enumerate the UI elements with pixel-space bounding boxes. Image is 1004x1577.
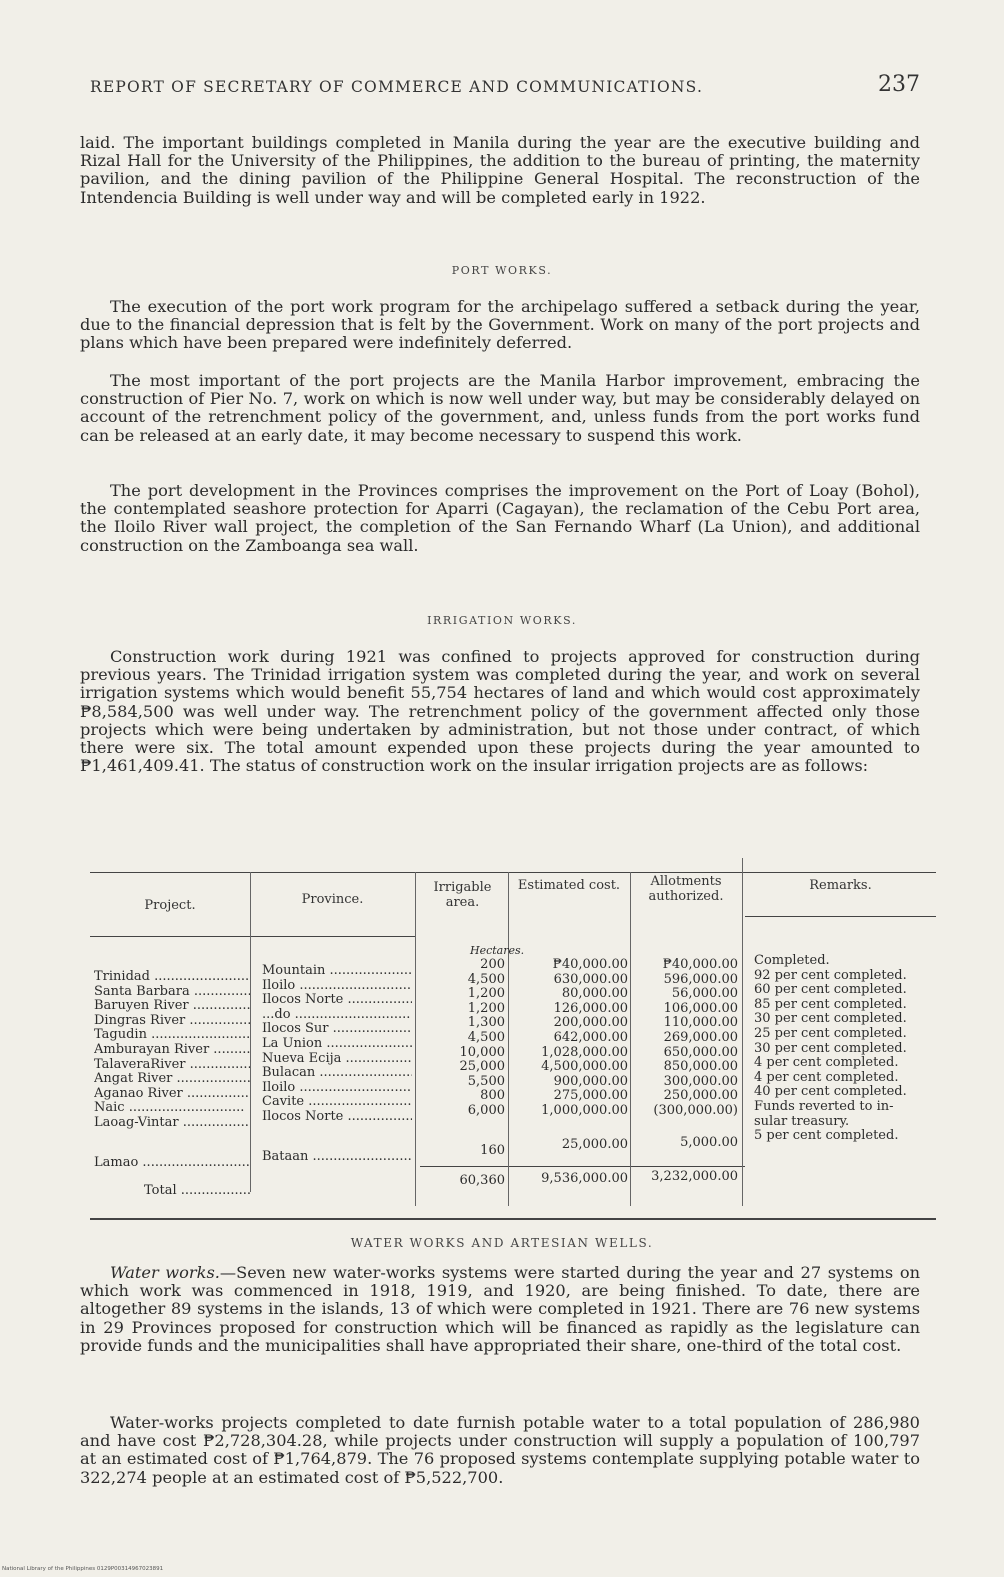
table-cell: Ilocos Norte ..... <box>262 1110 412 1125</box>
th-project: Project. <box>144 898 196 913</box>
table-cell: ₱40,000.00 <box>552 958 628 972</box>
lamao-province <box>262 1150 412 1165</box>
table-cell: Amburayan River ..... <box>94 1043 250 1058</box>
table-cell: Mountain ..... <box>262 964 412 979</box>
table-cell: Baruyen River ..... <box>94 999 250 1014</box>
table-cell: Naic ..... <box>94 1101 250 1116</box>
table-cell: (300,000.00) <box>653 1103 738 1118</box>
project-column <box>94 970 250 1131</box>
table-cell: 25,000 <box>459 1060 505 1075</box>
table-cell: 10,000 <box>459 1045 505 1060</box>
paragraph-buildings: laid. The important buildings completed in Manila during the year are the executive building and Rizal Hall for the University of the Philippines, the addition to the bureau of printing, the maternity pavilion, and the dining pavilion of the Philippine General Hospital. The reconstruction of the Intendencia Building is well under way and will be completed early in 1922. <box>80 133 920 207</box>
irrigation-table <box>90 858 936 1226</box>
table-cell: 1,000,000.00 <box>541 1103 628 1118</box>
total-rule <box>420 1166 745 1167</box>
col-divider-1 <box>250 872 251 1192</box>
province-column <box>262 964 412 1125</box>
table-cell: 92 per cent completed. <box>754 968 907 983</box>
header-rule-left <box>90 936 415 937</box>
heading-irrigation-works: IRRIGATION WORKS. <box>427 614 577 627</box>
table-cell: 126,000.00 <box>553 1001 628 1016</box>
table-cell: 80,000.00 <box>561 987 628 1002</box>
table-cell: 4,500 <box>467 972 505 987</box>
lamao-allot: 5,000.00 <box>680 1135 738 1150</box>
paragraph-port-provinces: The port development in the Provinces comprises the improvement on the Port of Loay (Bohol), the contemplated seashore protection for Aparri (Cagayan), the reclamation of the Cebu Port area, the Iloilo River wall project, the completion of the San Fernando Wharf (La Union), and additional construction on the Zamboanga sea wall. <box>80 481 920 555</box>
table-cell: 1,200 <box>467 987 505 1002</box>
table-cell: Dingras River ..... <box>94 1014 250 1029</box>
running-header <box>90 72 920 97</box>
table-cell: 60 per cent completed. <box>754 983 907 998</box>
th-remarks: Remarks. <box>809 878 872 893</box>
col-divider-3 <box>508 872 509 1206</box>
table-cell: 596,000.00 <box>663 972 738 987</box>
table-cell: 250,000.00 <box>663 1089 738 1104</box>
lamao-project <box>94 1156 250 1171</box>
table-cell: sular treasury. <box>754 1114 850 1129</box>
table-cell: Bulacan ..... <box>262 1066 412 1081</box>
table-top-rule <box>90 872 936 873</box>
table-cell: 30 per cent completed. <box>754 1012 907 1027</box>
table-cell: 200,000.00 <box>553 1016 628 1031</box>
cost-column <box>510 958 628 1119</box>
paragraph-port-setback: The execution of the port work program for the archipelago suffered a setback during the year, due to the financial depression that is felt by the Government. Work on many of the port projects and plans which have been prepared were indefinitely deferred. <box>80 297 920 353</box>
table-cell: 4,500 <box>467 1030 505 1045</box>
remarks-column <box>754 954 936 1144</box>
th-cost: Estimated cost. <box>517 878 621 893</box>
table-cell: 269,000.00 <box>663 1030 738 1045</box>
th-province: Province. <box>301 892 364 907</box>
table-cell: 275,000.00 <box>553 1089 628 1104</box>
table-cell: TalaveraRiver ..... <box>94 1058 250 1073</box>
total-allot: 3,232,000.00 <box>651 1169 738 1184</box>
table-cell: 200 <box>480 958 505 972</box>
paragraph-port-manila: The most important of the port projects are the Manila Harbor improvement, embracing the construction of Pier No. 7, work on which is now well under way, but may be considerably delayed on account of the retrenchment policy of the government, and, unless funds from the port works fund can be released at an early date, it may become necessary to suspend this work. <box>80 371 920 445</box>
table-cell: 40 per cent completed. <box>754 1085 907 1100</box>
water-works-body: —Seven new water-works systems were started during the year and 27 systems on which work was commenced in 1918, 1919, and 1920, are being finished. To date, there are altogether 89 systems in the islands, 13 of which were completed in 1921. There are 76 new systems in 29 Provinces proposed for construction which will be financed as rapidly as the legislature can provide funds and the municipalities shall have appropriated their share, one-third of the total cost. <box>80 1263 920 1355</box>
col-divider-2 <box>415 872 416 1206</box>
allotment-column <box>630 958 738 1119</box>
table-cell: 5,500 <box>467 1074 505 1089</box>
table-bottom-rule <box>90 1218 936 1220</box>
header-rule-right <box>745 916 936 917</box>
lamao-province-name: Bataan ..... <box>262 1150 412 1165</box>
table-cell: 4,500,000.00 <box>541 1060 628 1075</box>
table-cell: 85 per cent completed. <box>754 997 907 1012</box>
table-cell: Trinidad ..... <box>94 970 250 985</box>
area-column <box>420 958 505 1119</box>
table-cell: 1,200 <box>467 1001 505 1016</box>
paragraph-water-works <box>80 1264 920 1355</box>
lamao-area: 160 <box>480 1143 505 1158</box>
table-cell: 630,000.00 <box>553 972 628 987</box>
table-cell: 5 per cent completed. <box>754 1129 899 1144</box>
water-works-lead: Water works. <box>110 1263 220 1282</box>
table-cell: ₱40,000.00 <box>662 958 738 972</box>
paragraph-irrigation: Construction work during 1921 was confined to projects approved for construction during previous years. The Trinidad irrigation system was completed during the year, and work on several irrigation systems which would benefit 55,754 hectares of land and which would cost approximately ₱8,584,500 was well under way. The retrenchment policy of the government affected only those projects which were being undertaken by administration, but not those under contract, of which there were six. The total amount expended upon these projects during the year amounted to ₱1,461,409.41. The status of construction work on the insular irrigation projects are as follows: <box>80 647 920 776</box>
table-cell: 30 per cent completed. <box>754 1041 907 1056</box>
table-cell: 850,000.00 <box>663 1060 738 1075</box>
table-cell: 900,000.00 <box>553 1074 628 1089</box>
table-cell: 1,028,000.00 <box>541 1045 628 1060</box>
table-cell: Santa Barbara ..... <box>94 985 250 1000</box>
table-cell: 642,000.00 <box>553 1030 628 1045</box>
table-cell: Ilocos Norte ..... <box>262 993 412 1008</box>
table-cell: 4 per cent completed. <box>754 1056 899 1071</box>
table-cell: 800 <box>480 1089 505 1104</box>
table-cell: Aganao River ..... <box>94 1087 250 1102</box>
table-cell: 300,000.00 <box>663 1074 738 1089</box>
total-area: 60,360 <box>459 1173 505 1188</box>
lamao-cost: 25,000.00 <box>561 1137 628 1152</box>
table-cell: ...do ..... <box>262 1008 412 1023</box>
table-cell: 6,000 <box>467 1103 505 1118</box>
table-cell: 650,000.00 <box>663 1045 738 1060</box>
table-cell: Funds reverted to in- <box>754 1099 894 1114</box>
heading-port-works: PORT WORKS. <box>451 264 553 277</box>
page-number: 237 <box>878 72 920 97</box>
table-cell: 1,300 <box>467 1016 505 1031</box>
table-cell: 56,000.00 <box>671 987 738 1002</box>
th-area: Irrigable area. <box>433 880 492 910</box>
total-label <box>144 1184 250 1199</box>
table-cell: 25 per cent completed. <box>754 1026 907 1041</box>
table-cell: 4 per cent completed. <box>754 1070 899 1085</box>
archive-footer: National Library of the Philippines 0129P00314967023891 <box>2 1566 164 1572</box>
table-cell: Iloilo ..... <box>262 1081 412 1096</box>
header-title: REPORT OF SECRETARY OF COMMERCE AND COMMUNICATIONS. <box>90 78 704 96</box>
table-cell: Completed. <box>754 954 830 968</box>
table-cell: Nueva Ecija ..... <box>262 1052 412 1067</box>
table-cell: Cavite ..... <box>262 1095 412 1110</box>
table-cell: La Union ..... <box>262 1037 412 1052</box>
lamao-project-name: Lamao ..... <box>94 1156 250 1171</box>
total-label-text: Total ..... <box>144 1184 250 1199</box>
table-cell: Angat River ..... <box>94 1072 250 1087</box>
table-cell: Tagudin ..... <box>94 1028 250 1043</box>
table-cell: 106,000.00 <box>663 1001 738 1016</box>
col-divider-5 <box>742 858 743 1206</box>
heading-water-works: WATER WORKS AND ARTESIAN WELLS. <box>350 1236 654 1250</box>
paragraph-water-population: Water-works projects completed to date furnish potable water to a total population of 286,980 and have cost ₱2,728,304.28, while projects under construction will supply a population of 100,797 at an estimated cost of ₱1,764,879. The 76 proposed systems contemplate supplying potable water to 322,274 people at an estimated cost of ₱5,522,700. <box>80 1413 920 1487</box>
table-cell: Ilocos Sur ..... <box>262 1022 412 1037</box>
th-allotments: Allotments authorized. <box>648 874 724 904</box>
table-cell: 110,000.00 <box>663 1016 738 1031</box>
units-label: Hectares. <box>470 944 525 957</box>
total-cost: 9,536,000.00 <box>541 1171 628 1186</box>
table-cell: Laoag-Vintar ..... <box>94 1116 250 1131</box>
table-cell: Iloilo ..... <box>262 979 412 994</box>
